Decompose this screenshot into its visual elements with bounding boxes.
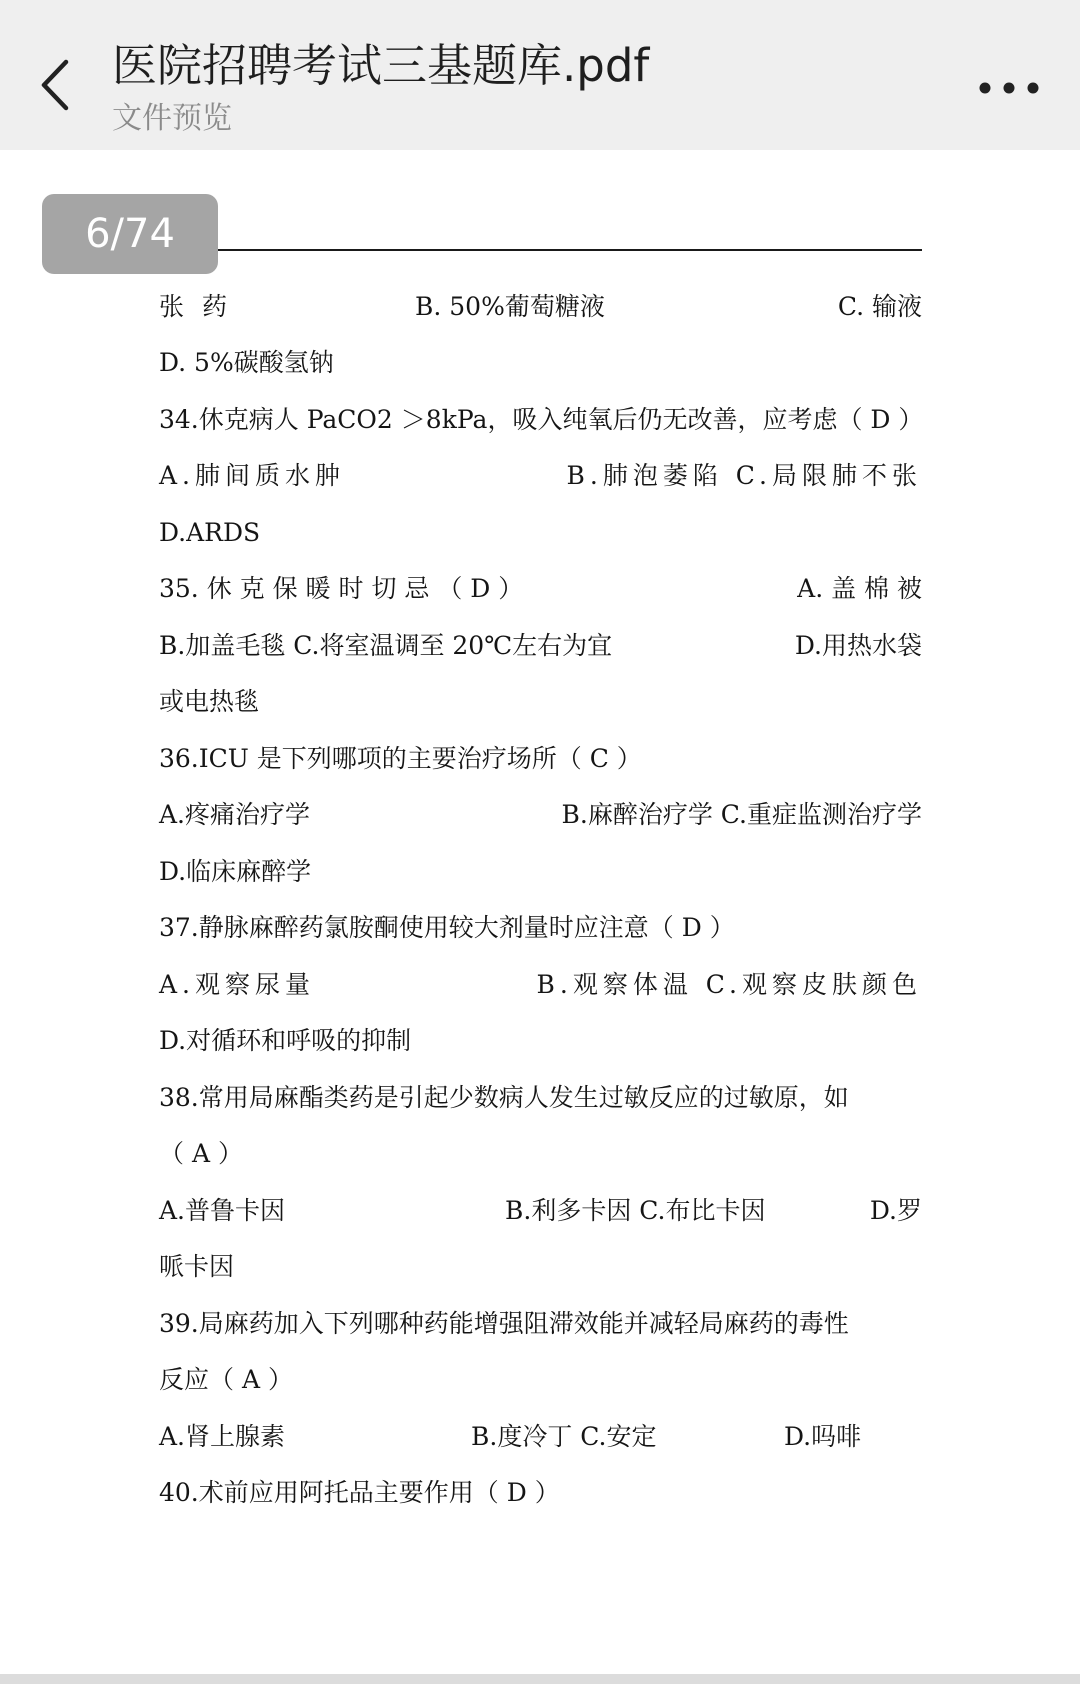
line-text: D.罗 [869, 1196, 922, 1225]
document-line [159, 1078, 922, 1118]
line-text: 36.ICU 是下列哪项的主要治疗场所（ C ） [159, 744, 642, 773]
line-text: D.临床麻醉学 [159, 857, 312, 886]
line-text: B.麻醉治疗学 C.重症监测治疗学 [561, 800, 922, 829]
document-line [159, 626, 922, 666]
line-text: 34.休克病人 PaCO2 ＞8kPa，吸入纯氧后仍无改善，应考虑（ D ） [159, 405, 924, 434]
line-text: D.对循环和呼吸的抑制 [159, 1026, 412, 1055]
line-text: 或电热毯 [159, 687, 260, 716]
document-line [159, 965, 922, 1005]
line-text: 39.局麻药加入下列哪种药能增强阻滞效能并减轻局麻药的毒性 [159, 1309, 849, 1338]
document-line [159, 456, 922, 496]
line-text: B.利多卡因 C.布比卡因 [505, 1196, 766, 1225]
document-line [159, 1191, 922, 1231]
line-text: D.吗啡 [784, 1422, 862, 1451]
document-line [159, 795, 922, 835]
file-subtitle: 文件预览 [112, 101, 232, 136]
back-button[interactable] [30, 50, 80, 120]
line-text: B. 50%葡萄糖液 [415, 292, 605, 321]
line-text: B.度冷丁 C.安定 [471, 1422, 657, 1451]
line-text: C. 输液 [837, 292, 922, 321]
document-line [159, 400, 922, 440]
more-options-button[interactable] [968, 68, 1058, 108]
chevron-left-icon [38, 58, 72, 112]
line-text: B.肺泡萎陷 C.局限肺不张 [566, 461, 922, 490]
page-header-rule [200, 249, 922, 251]
document-line [159, 287, 922, 327]
line-text: 哌卡因 [159, 1252, 235, 1281]
file-title: 医院招聘考试三基题库.pdf [112, 39, 650, 92]
line-text: 张 药 [159, 292, 232, 321]
line-text: 38.常用局麻酯类药是引起少数病人发生过敏反应的过敏原，如 [159, 1083, 849, 1112]
line-text: 35. 休 克 保 暖 时 切 忌 （ D ） [159, 574, 524, 603]
line-text: A.普鲁卡因 [159, 1196, 286, 1225]
bottom-scroll-bar [0, 1674, 1080, 1684]
line-text: D.ARDS [159, 518, 261, 547]
line-text: 40.术前应用阿托品主要作用（ D ） [159, 1478, 560, 1507]
line-text: A.观察尿量 [159, 970, 316, 999]
line-text: 37.静脉麻醉药氯胺酮使用较大剂量时应注意（ D ） [159, 913, 735, 942]
document-line [159, 1417, 922, 1457]
line-text: D. 5%碳酸氢钠 [159, 348, 334, 377]
line-text: A. 盖 棉 被 [797, 574, 922, 603]
line-text: B.加盖毛毯 C.将室温调至 20℃左右为宜 [159, 631, 613, 660]
document-line [159, 513, 922, 553]
line-text: 反应（ A ） [159, 1365, 293, 1394]
document-line [159, 739, 922, 779]
document-line [159, 1473, 922, 1513]
document-line [159, 908, 922, 948]
document-line [159, 1021, 922, 1061]
document-line [159, 343, 922, 383]
line-text: A.肺间质水肿 [159, 461, 346, 490]
more-horizontal-icon [973, 78, 1053, 98]
document-line [159, 1360, 922, 1400]
page-indicator: 6/74 [42, 194, 218, 274]
line-text: D.用热水袋 [794, 631, 922, 660]
line-text: B.观察体温 C.观察皮肤颜色 [536, 970, 922, 999]
top-bar [0, 0, 1080, 150]
document-line [159, 852, 922, 892]
line-text: （ A ） [159, 1139, 243, 1168]
document-line [159, 1134, 922, 1174]
line-text: A.肾上腺素 [159, 1422, 286, 1451]
document-line [159, 569, 922, 609]
line-text: A.疼痛治疗学 [159, 800, 311, 829]
document-line [159, 682, 922, 722]
document-line [159, 1247, 922, 1287]
document-line [159, 1304, 922, 1344]
